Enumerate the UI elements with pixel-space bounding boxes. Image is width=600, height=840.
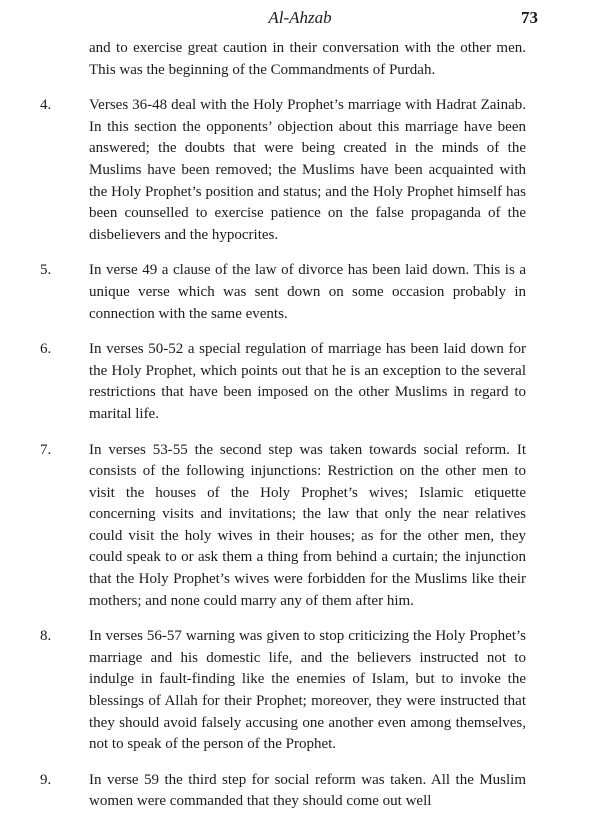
paragraph-text: In verse 49 a clause of the law of divorce has been laid down. This is a unique verse which was sent down on some occasion probably in connection with the same events. — [89, 262, 526, 322]
paragraph-text: and to exercise great caution in their conversation with the other men. This was the beginning of the Commandments of Purdah. — [89, 40, 526, 78]
paragraph-number: 9. — [40, 771, 52, 788]
running-title: Al-Ahzab — [268, 8, 332, 27]
paragraph-number: 4. — [40, 97, 52, 114]
running-header — [0, 6, 600, 30]
paragraph-number: 7. — [40, 441, 52, 458]
paragraph-text: In verses 50-52 a special regulation of marriage has been laid down for the Holy Prophet, which points out that he is an exception to the several restrictions that have been imposed on the other Muslims in regard to marital life. — [89, 341, 526, 422]
paragraph-text: Verses 36-48 deal with the Holy Prophet’s marriage with Hadrat Zainab. In this section the opponents’ objection about this marriage have been answered; the doubts that were being created in the minds of the Muslims have been removed; the Muslims have been acquainted with the Holy Prophet’s position and status; and the Holy Prophet himself has been counselled to exercise patience on the false propaganda of the disbelievers and the hypocrites. — [89, 97, 526, 243]
numbered-paragraph-6 — [0, 339, 600, 425]
numbered-paragraph-8 — [0, 626, 600, 756]
paragraph-text: In verse 59 the third step for social reform was taken. All the Muslim women were commanded that they should come out well — [89, 771, 526, 810]
paragraph-number: 5. — [40, 262, 52, 279]
paragraph-number: 8. — [40, 628, 52, 645]
body-text — [0, 38, 600, 827]
paragraph-text: In verses 53-55 the second step was taken towards social reform. It consists of the following injunctions: Restriction on the other men to visit the houses of the Holy Prophet’s wives; Islamic etiquette concerning visits and invitations; the law that only the near relatives could visit the holy wives in their houses; as for the other men, they could speak to or ask them a thing from behind a curtain; the injunction that the Holy Prophet’s wives were forbidden for the Muslims like their mothers; and none could marry any of them after him. — [89, 441, 526, 609]
numbered-paragraph-4 — [0, 95, 600, 246]
numbered-paragraph-5 — [0, 260, 600, 325]
numbered-paragraph-7 — [0, 440, 600, 613]
paragraph-text: In verses 56-57 warning was given to stop criticizing the Holy Prophet’s marriage and his domestic life, and the believers instructed not to indulge in fault-finding like the enemies of Islam, but to invoke the blessings of Allah for their Prophet; moreover, they were instructed that they should avoid falsely accusing one another even among themselves, not to speak of the person of the Prophet. — [89, 628, 526, 753]
numbered-paragraph-9 — [0, 770, 600, 813]
paragraph-number: 6. — [40, 341, 52, 358]
page-number: 73 — [521, 8, 538, 27]
paragraph-continued — [0, 38, 600, 81]
